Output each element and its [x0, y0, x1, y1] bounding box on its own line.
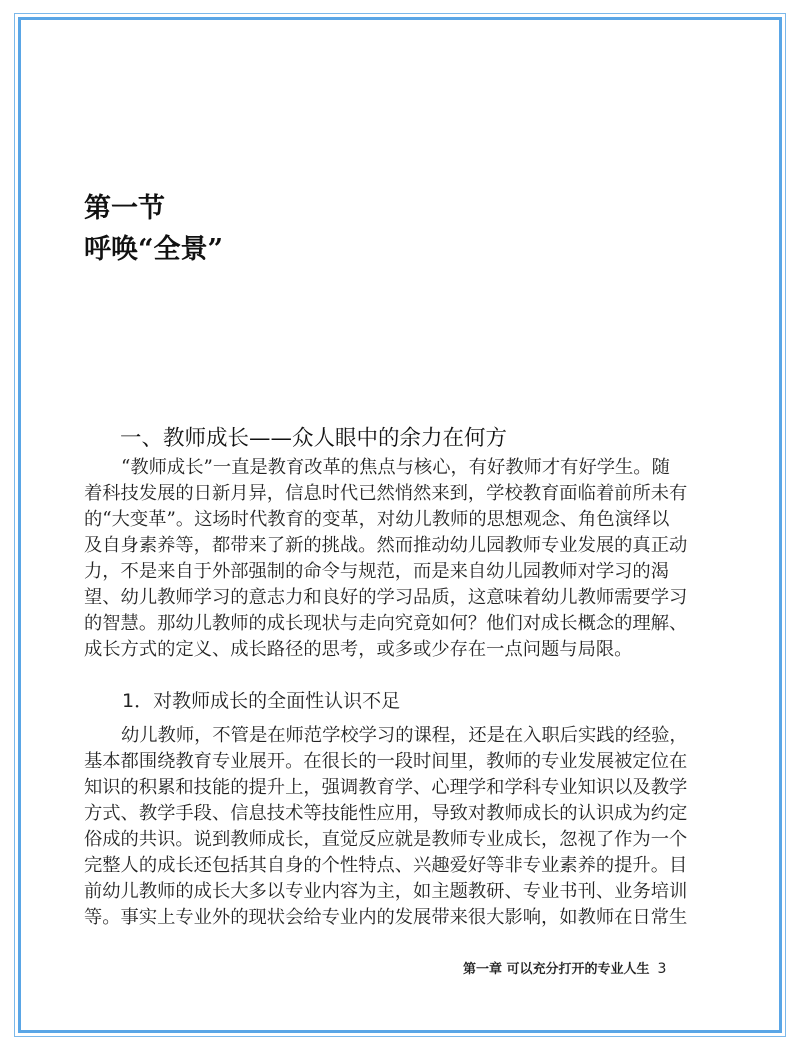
paragraph-line: 的“大变革”。这场时代教育的变革，对幼儿教师的思想观念、角色演绎以 [84, 509, 670, 530]
page-number: 3 [657, 961, 667, 977]
chapter-title: 第一章 可以充分打开的专业人生 [463, 962, 650, 977]
paragraph-line: 知识的积累和技能的提升上，强调教育学、心理学和学科专业知识以及教学 [84, 777, 688, 798]
running-footer [463, 958, 666, 977]
item-heading: 1．对教师成长的全面性认识不足 [122, 690, 401, 712]
paragraph-line: 幼儿教师，不管是在师范学校学习的课程，还是在入职后实践的经验， [121, 725, 688, 746]
section-heading [84, 188, 223, 270]
paragraph-line: 力，不是来自于外部强制的命令与规范，而是来自幼儿园教师对学习的渴 [84, 561, 669, 582]
paragraph-line: 等。事实上专业外的现状会给专业内的发展带来很大影响，如教师在日常生 [84, 907, 688, 928]
paragraph-line: 及自身素养等，都带来了新的挑战。然而推动幼儿园教师专业发展的真正动 [84, 535, 688, 556]
paragraph-line: “教师成长”一直是教育改革的焦点与核心，有好教师才有好学生。随 [121, 457, 670, 478]
paragraph-line: 完整人的成长还包括其自身的个性特点、兴趣爱好等非专业素养的提升。目 [84, 855, 688, 876]
paragraph-line: 俗成的共识。说到教师成长，直觉反应就是教师专业成长，忽视了作为一个 [84, 829, 688, 850]
paragraph-1 [84, 455, 688, 663]
paragraph-line: 成长方式的定义、成长路径的思考，或多或少存在一点问题与局限。 [84, 639, 633, 660]
paragraph-line: 着科技发展的日新月异，信息时代已然悄然来到，学校教育面临着前所未有 [84, 483, 688, 504]
paragraph-line: 的智慧。那幼儿教师的成长现状与走向究竟如何？他们对成长概念的理解、 [84, 613, 688, 634]
paragraph-2 [84, 723, 688, 931]
section-number: 第一节 [84, 193, 165, 224]
paragraph-line: 方式、教学手段、信息技术等技能性应用，导致对教师成长的认识成为约定 [84, 803, 688, 824]
paragraph-line: 前幼儿教师的成长大多以专业内容为主，如主题教研、专业书刊、业务培训 [84, 881, 688, 902]
paragraph-line: 基本都围绕教育专业展开。在很长的一段时间里，教师的专业发展被定位在 [84, 751, 688, 772]
subheading: 一、教师成长——众人眼中的余力在何方 [120, 426, 508, 451]
paragraph-line: 望、幼儿教师学习的意志力和良好的学习品质，这意味着幼儿教师需要学习 [84, 587, 688, 608]
section-title: 呼唤“全景” [84, 234, 224, 265]
